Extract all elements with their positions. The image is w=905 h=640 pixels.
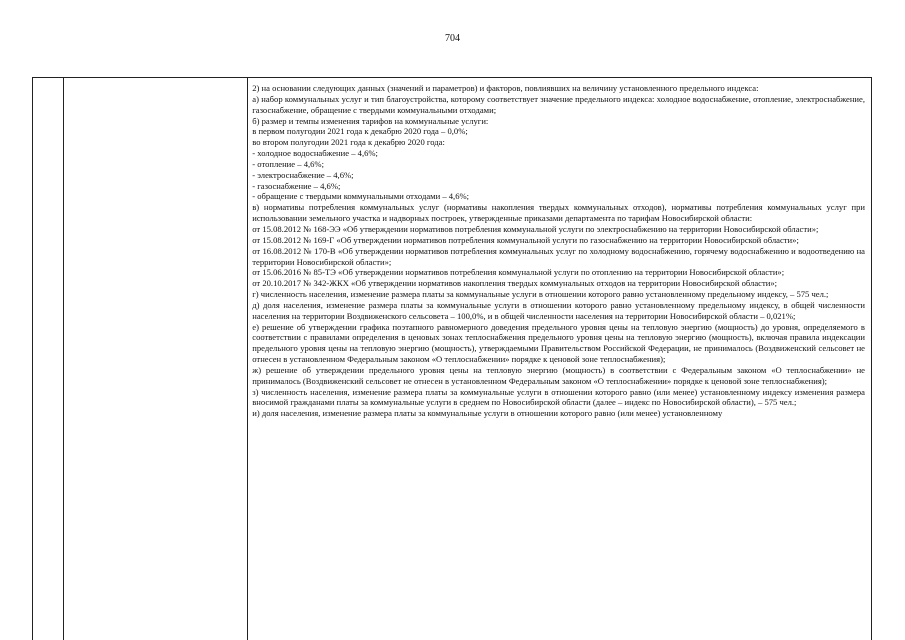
paragraph: от 15.06.2016 № 85-ТЭ «Об утверждении нормативов потребления коммунальной услуги по отоплению на территории Новосибирской области»;	[252, 267, 785, 278]
table-row	[33, 78, 872, 640]
paragraph: и) доля населения, изменение размера платы за коммунальные услуги в отношении которого равно (или менее) установленному	[252, 408, 723, 419]
document-table	[32, 77, 872, 640]
paragraph: д) доля населения, изменение размера платы за коммунальные услуги в отношении которого равно установленному предельному индексу, в общей численности населения на территории Воздвиженского сельсовета – 100,0%, и в общей численности населения на территории Новосибирской области – 0,021%;	[252, 299, 865, 321]
paragraph: е) решение об утверждении графика поэтапного равномерного доведения предельного уровня цены на тепловую энергию (мощность) до уровня, определяемого в соответствии с правилами определения в ценовых зонах теплоснабжения предельного уровня цены на тепловую энергию (мощность), включая правила индексации предельного уровня цены на тепловую энергию (мощность), утверждаемыми Правительством Российской Федерации, не принималось (Воздвиженский сельсовет не отнесен в установленном Федеральным законом «О теплоснабжении» порядке к ценовой зоне теплоснабжения);	[252, 321, 865, 365]
paragraph: от 15.08.2012 № 169-Г «Об утверждении нормативов потребления коммунальной услуги по газоснабжению на территории Новосибирской области»;	[252, 234, 799, 245]
paragraph: 2) на основании следующих данных (значений и параметров) и факторов, повлиявших на величину установленного предельного индекса:	[252, 83, 759, 93]
table-cell-content	[248, 78, 872, 640]
paragraph: ж) решение об утверждении предельного уровня цены на тепловую энергию (мощность) в соответствии с Федеральным законом «О теплоснабжении» не принималось (Воздвиженский сельсовет не отнесен в установленном Федеральным законом «О теплоснабжении» порядке к ценовой зоне теплоснабжения);	[252, 364, 865, 386]
page-number: 704	[445, 33, 460, 44]
paragraph: в) нормативы потребления коммунальных услуг (нормативы накопления твердых коммунальных отходов), нормативы потребления коммунальных услуг при использовании земельного участка и надворных построек, утвержденные приказами департамента по тарифам Новосибирской области:	[252, 202, 865, 224]
table-cell-number	[33, 78, 64, 640]
paragraph: г) численность населения, изменение размера платы за коммунальные услуги в отношении которого равно установленному предельному индексу, – 575 чел.;	[252, 289, 829, 300]
paragraph: в первом полугодии 2021 года к декабрю 2020 года – 0,0%;	[252, 126, 468, 137]
paragraph: во втором полугодии 2021 года к декабрю 2020 года:	[252, 137, 445, 148]
paragraph: - газоснабжение – 4,6%;	[252, 180, 341, 191]
paragraph: от 16.08.2012 № 170-В «Об утверждении нормативов потребления коммунальных услуг по холодному водоснабжению, горячему водоснабжению и водоотведению на территории Новосибирской области»;	[252, 245, 865, 267]
paragraph: - холодное водоснабжение – 4,6%;	[252, 148, 378, 159]
paragraph: от 20.10.2017 № 342-ЖКХ «Об утверждении нормативов накопления твердых коммунальных отходов на территории Новосибирской области»;	[252, 278, 778, 289]
paragraph: - обращение с твердыми коммунальными отходами – 4,6%;	[252, 191, 470, 202]
table-cell-name	[64, 78, 248, 640]
paragraph: з) численность населения, изменение размера платы за коммунальные услуги в отношении которого равно (или менее) установленному индексу изменения размера вносимой гражданами платы за коммунальные услуги в среднем по Новосибирской области (далее – индекс по Новосибирской области), – 575 чел.;	[252, 386, 865, 408]
paragraph: - отопление – 4,6%;	[252, 158, 324, 169]
paragraph: от 15.08.2012 № 168-ЭЭ «Об утверждении нормативов потребления коммунальной услуги по электроснабжению на территории Новосибирской области»;	[252, 223, 819, 234]
paragraph: а) набор коммунальных услуг и тип благоустройства, которому соответствует значение предельного индекса: холодное водоснабжение, отопление, электроснабжение, газоснабжение, обращение с твердыми коммунальными отходами;	[252, 93, 865, 115]
paragraph: б) размер и темпы изменения тарифов на коммунальные услуги:	[252, 115, 489, 126]
paragraph: - электроснабжение – 4,6%;	[252, 169, 354, 180]
